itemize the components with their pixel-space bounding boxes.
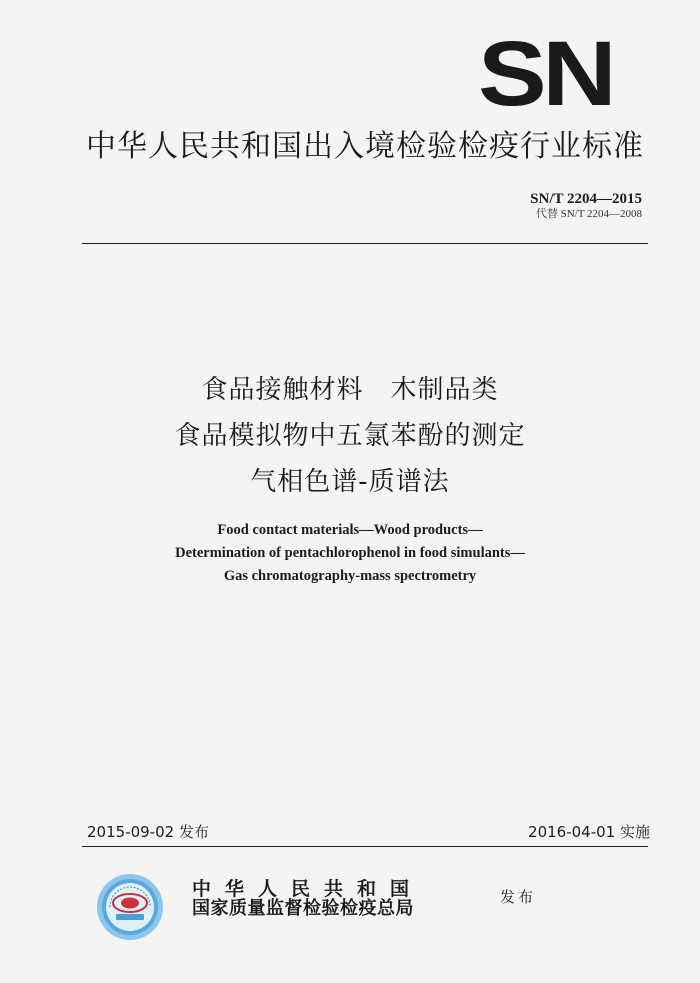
title-cn-line-3: 气相色谱-质谱法 — [250, 467, 450, 497]
standard-number: SN/T 2204—2015 — [530, 191, 642, 207]
issuer-line-2: 国家质量监督检验检疫总局 — [192, 898, 414, 919]
aqsiq-seal-icon — [96, 873, 164, 941]
issuer-line-1: 中华人民共和国 — [192, 878, 424, 900]
sn-logo: SN — [478, 23, 613, 125]
title-cn-line-1: 食品接触材料 木制品类 — [201, 375, 499, 405]
issue-date: 2015-09-02 发布 — [87, 823, 209, 841]
issuing-authority-heading: 中华人民共和国出入境检验检疫行业标准 — [86, 129, 644, 164]
title-en-line-2: Determination of pentachlorophenol in food simulants— — [175, 545, 525, 561]
title-en-line-3: Gas chromatography-mass spectrometry — [223, 568, 477, 584]
bottom-divider — [82, 846, 648, 847]
issue-word: 发布 — [500, 888, 537, 906]
title-en-line-1: Food contact materials—Wood products— — [217, 522, 483, 538]
top-divider — [82, 243, 648, 244]
replaced-standard-number: 代替 SN/T 2204—2008 — [535, 208, 642, 220]
implementation-date: 2016-04-01 实施 — [528, 823, 650, 841]
title-cn-line-2: 食品模拟物中五氯苯酚的测定 — [174, 421, 526, 451]
